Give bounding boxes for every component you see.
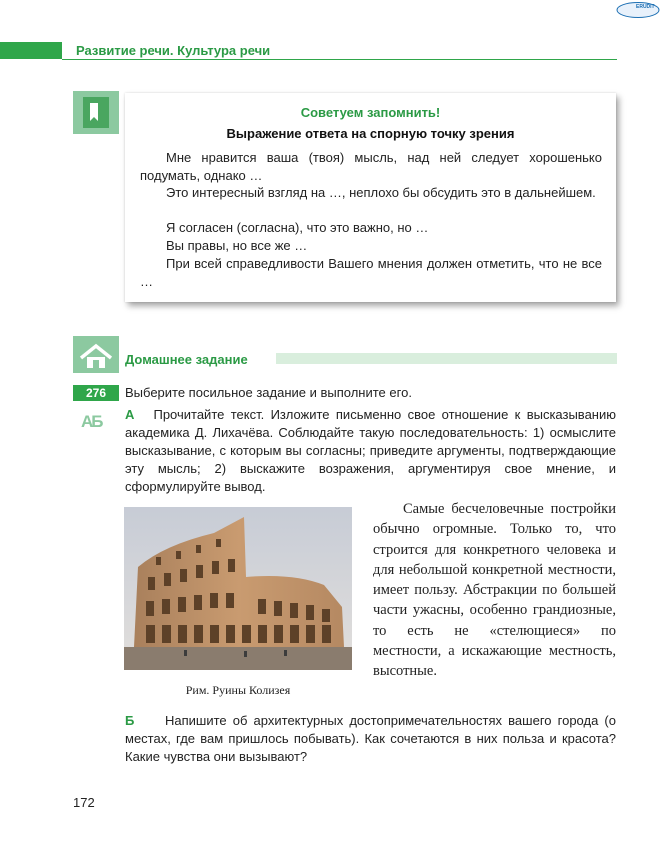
homework-title-bar [276,353,617,364]
header-accent-bar [0,42,62,59]
homework-title: Домашнее задание [125,352,254,367]
colosseum-photo [124,507,352,670]
exercise-intro: Выберите посильное задание и выполните его. [125,385,412,400]
page-number: 172 [73,795,95,810]
section-title: Развитие речи. Культура речи [76,43,271,58]
alphabet-icon-text: АБ [81,412,102,431]
task-a-text: Прочитайте текст. Изложите письменно свое отношение к высказыванию академика Д. Лихачёва. Соблюдайте такую последовательность: 1) осмыслите высказывание, с которым вы согласны; приведите аргументы, подтверждающие эту мысль; 2) выскажите возражения, аргументируя свое мнение, и сформулируйте вывод. [125,407,616,494]
bookmark-icon [73,91,119,134]
home-icon [73,336,119,373]
task-a [125,406,616,496]
header-divider [62,59,617,60]
exercise-number: 276 [73,385,119,401]
task-b-letter: Б [125,713,135,728]
remember-line: Мне нравится ваша (твоя) мысль, над ней следует хорошенько подумать, однако … [140,150,602,183]
remember-line: Это интересный взгляд на …, неплохо бы обсудить это в дальнейшем. [166,185,596,200]
publisher-logo-text: ERUDIT [636,4,655,10]
remember-line: При всей справедливости Вашего мнения должен отметить, что не все … [140,256,602,289]
task-b-text: Напишите об архитектурных достопримечательностях вашего города (о местах, где вам пришлось побывать). Как сочетаются в них польза и красота? Какие чувства они вызывают? [125,713,616,764]
remember-line: Я согласен (согласна), что это важно, но … [166,220,429,235]
task-a-letter: А [125,407,135,422]
remember-subheading: Выражение ответа на спорную точку зрения [226,126,515,141]
quote-text: Самые бесчеловечные постройки обычно огромные. Только то, что строится для конкретного человека и для небольшой конкретной местности, имеет пользу. Абстракции по большей части ужасны, особенно грандиозные, то есть не «стелющиеся» по местности, а искажающие местность, высотные. [373,501,616,680]
task-b [125,712,616,766]
alphabet-icon [79,405,115,435]
remember-heading: Советуем запомнить! [300,105,441,120]
remember-line: Вы правы, но все же … [166,238,308,253]
photo-caption: Рим. Руины Колизея [185,683,291,697]
